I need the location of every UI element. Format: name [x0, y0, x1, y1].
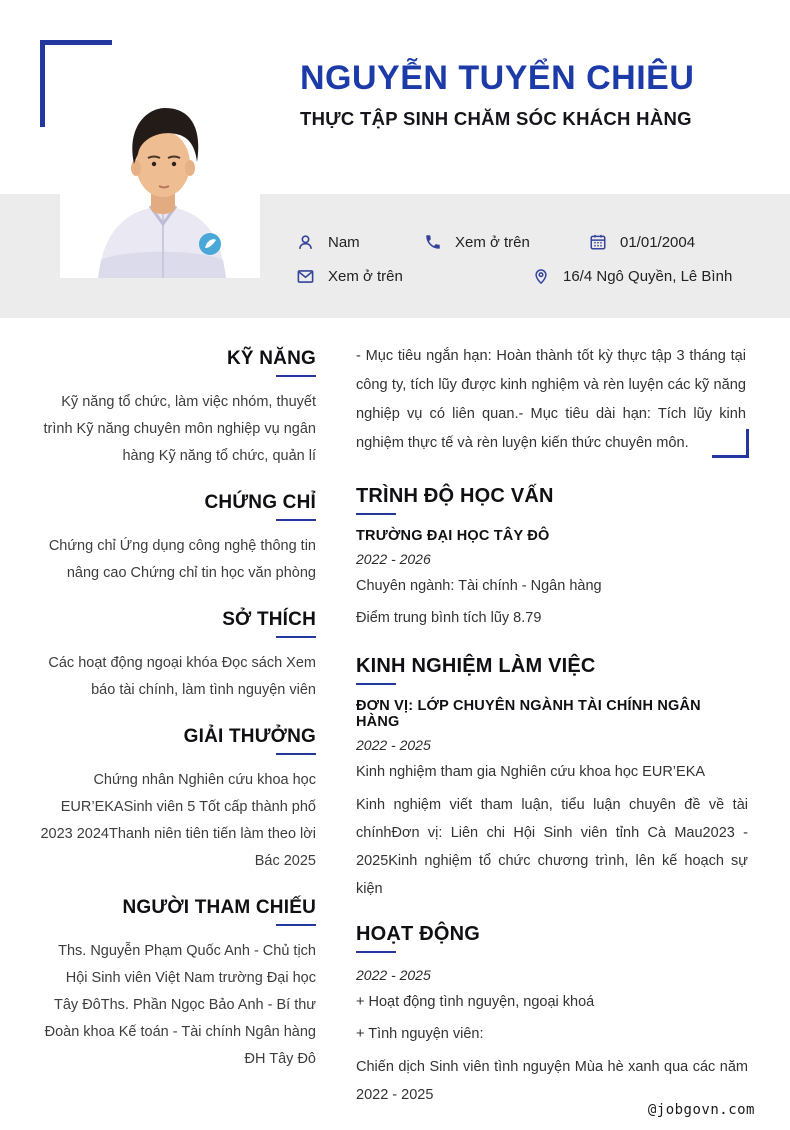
phone-value: Xem ở trên: [455, 233, 530, 251]
birthday-value: 01/01/2004: [620, 233, 696, 251]
contact-email: [296, 264, 403, 288]
section-underline: [356, 513, 396, 515]
activities-description: Chiến dịch Sinh viên tình nguyện Mùa hè xanh qua các năm 2022 - 2025: [356, 1059, 748, 1103]
left-column: [40, 348, 316, 1095]
gender-value: Nam: [328, 233, 360, 251]
section-underline: [276, 924, 316, 926]
watermark: @jobgovn.com: [647, 1102, 755, 1118]
section-title: GIẢI THƯỞNG: [183, 726, 316, 747]
section-body: Chứng nhân Nghiên cứu khoa học EUR’EKASinh viên 5 Tốt cấp thành phố 2023 2024Thanh niên tiên tiến làm theo lời Bác 2025: [40, 772, 316, 869]
education-major: Chuyên ngành: Tài chính - Ngân hàng: [356, 578, 602, 594]
education-gpa: Điểm trung bình tích lũy 8.79: [356, 610, 542, 626]
header-block: [300, 58, 760, 130]
address-value: 16/4 Ngô Quyền, Lê Bình: [563, 267, 733, 285]
section-title: TRÌNH ĐỘ HỌC VẤN: [356, 485, 554, 507]
section-underline: [276, 519, 316, 521]
section-education: [356, 485, 748, 631]
section-underline: [276, 375, 316, 377]
experience-description: Kinh nghiệm viết tham luận, tiểu luận chuyên đề về tài chínhĐơn vị: Liên chi Hội Sinh viên tỉnh Cà Mau2023 - 2025Kinh nghiệm tổ chức chương trình, lên kế hoạch sự kiện: [356, 797, 748, 897]
section-title: NGƯỜI THAM CHIẾU: [122, 897, 316, 918]
section-underline: [276, 753, 316, 755]
profile-photo: [60, 92, 260, 278]
section-body: Kỹ năng tổ chức, làm việc nhóm, thuyết trình Kỹ năng chuyên môn nghiệp vụ ngân hàng Kỹ năng tổ chức, quản lí: [43, 394, 316, 464]
section-skills: [40, 348, 316, 470]
section-awards: [40, 726, 316, 875]
section-certificates: [40, 492, 316, 587]
section-body: Ths. Nguyễn Phạm Quốc Anh - Chủ tịch Hội Sinh viên Việt Nam trường Đại học Tây ĐôThs. Phần Ngọc Bảo Anh - Bí thư Đoàn khoa Kế toán - Tài chính Ngân hàng ĐH Tây Đô: [44, 943, 316, 1067]
education-period: 2022 - 2026: [356, 551, 431, 567]
school-name: TRƯỜNG ĐẠI HỌC TÂY ĐÔ: [356, 528, 550, 544]
calendar-icon: [589, 233, 607, 251]
section-references: [40, 897, 316, 1073]
section-experience: [356, 655, 748, 903]
section-title: KINH NGHIỆM LÀM VIỆC: [356, 655, 596, 677]
contact-birthday: [589, 230, 695, 254]
activities-line: + Hoạt động tình nguyện, ngoại khoá: [356, 994, 595, 1010]
headshot-illustration: [60, 92, 260, 278]
right-column: [356, 342, 748, 1109]
activities-period: 2022 - 2025: [356, 967, 431, 983]
phone-icon: [424, 233, 442, 251]
section-hobbies: [40, 609, 316, 704]
contact-phone: [424, 230, 530, 254]
section-body: Chứng chỉ Ứng dụng công nghệ thông tin nâng cao Chứng chỉ tin học văn phòng: [48, 538, 316, 581]
section-underline: [356, 683, 396, 685]
experience-period: 2022 - 2025: [356, 737, 431, 753]
contact-info: [296, 214, 766, 314]
mail-icon: [296, 267, 315, 286]
section-underline: [356, 951, 396, 953]
section-title: HOẠT ĐỘNG: [356, 923, 481, 945]
section-activities: [356, 923, 748, 1109]
section-title: CHỨNG CHỈ: [204, 492, 316, 513]
person-icon: [296, 233, 315, 252]
email-value: Xem ở trên: [328, 267, 403, 285]
experience-line: Kinh nghiệm tham gia Nghiên cứu khoa học EUR’EKA: [356, 764, 706, 780]
activities-line: + Tình nguyện viên:: [356, 1026, 484, 1042]
section-title: KỸ NĂNG: [226, 348, 316, 369]
contact-address: [532, 264, 732, 288]
candidate-name: NGUYỄN TUYỂN CHIÊU: [300, 59, 695, 97]
candidate-job-title: THỰC TẬP SINH CHĂM SÓC KHÁCH HÀNG: [300, 107, 692, 129]
section-body: Các hoạt động ngoại khóa Đọc sách Xem báo tài chính, làm tình nguyện viên: [48, 655, 316, 698]
career-objective: - Mục tiêu ngắn hạn: Hoàn thành tốt kỳ thực tập 3 tháng tại công ty, tích lũy được kinh nghiệm và rèn luyện các kỹ năng nghiệp vụ có liên quan.- Mục tiêu dài hạn: Tích lũy kinh nghiệm thực tế và rèn luyện kiến thức chuyên môn.: [356, 348, 746, 451]
employer-name: ĐƠN VỊ: LỚP CHUYÊN NGÀNH TÀI CHÍNH NGÂN HÀNG: [356, 698, 701, 730]
location-pin-icon: [532, 267, 550, 285]
section-title: SỞ THÍCH: [222, 609, 316, 630]
contact-gender: [296, 230, 360, 254]
section-underline: [276, 636, 316, 638]
